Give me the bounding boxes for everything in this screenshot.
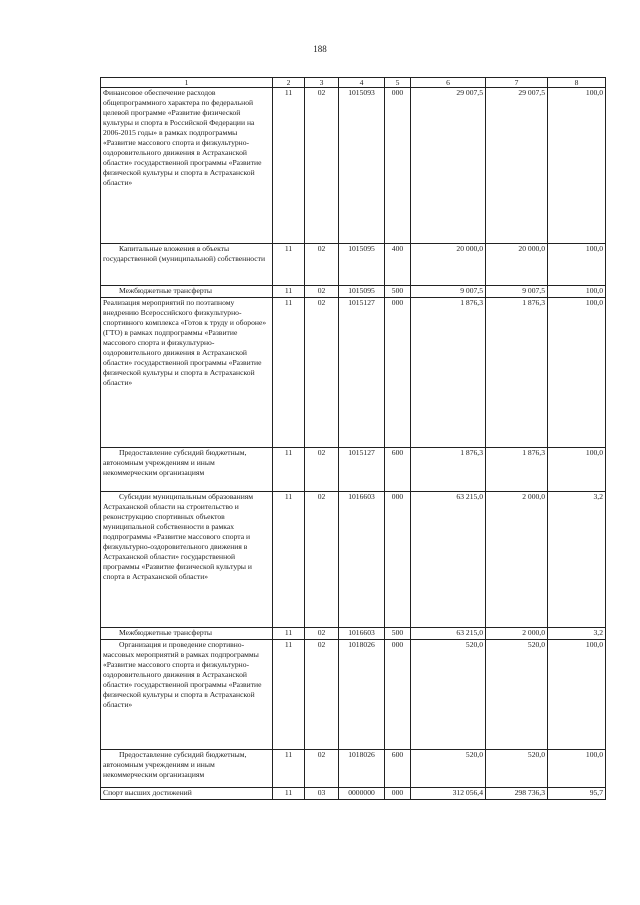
row-section-code: 11	[273, 448, 305, 492]
header-cell: 7	[486, 78, 548, 88]
row-planned: 1 876,3	[411, 298, 486, 448]
row-expense-type: 500	[385, 628, 411, 640]
row-percent: 3,2	[548, 628, 606, 640]
row-target-code: 0000000	[339, 788, 385, 800]
budget-table	[100, 77, 606, 800]
row-percent: 100,0	[548, 750, 606, 788]
table-row	[101, 640, 606, 750]
row-name: Капитальные вложения в объекты государственной (муниципальной) собственности	[101, 244, 273, 286]
row-target-code: 1016603	[339, 492, 385, 628]
row-target-code: 1015095	[339, 244, 385, 286]
row-subsection-code: 02	[305, 628, 339, 640]
table-header-row	[101, 78, 606, 88]
row-planned: 63 215,0	[411, 628, 486, 640]
row-name: Предоставление субсидий бюджетным, автономным учреждениям и иным некоммерческим организациям	[101, 448, 273, 492]
row-name: Межбюджетные трансферты	[101, 628, 273, 640]
row-planned: 20 000,0	[411, 244, 486, 286]
row-planned: 520,0	[411, 750, 486, 788]
row-percent: 95,7	[548, 788, 606, 800]
table-row	[101, 298, 606, 448]
row-planned: 9 007,5	[411, 286, 486, 298]
row-section-code: 11	[273, 244, 305, 286]
row-name: Реализация мероприятий по поэтапному внедрению Всероссийского физкультурно-спортивного комплекса «Готов к труду и обороне» (ГТО) в рамках подпрограммы «Развитие массового спорта и физкультурно-оздоровительного движения в Астраханской области» государственной программы «Развитие физической культуры и спорта в Астраханской области»	[101, 298, 273, 448]
row-expense-type: 500	[385, 286, 411, 298]
row-name: Спорт высших достижений	[101, 788, 273, 800]
header-cell: 5	[385, 78, 411, 88]
header-cell: 4	[339, 78, 385, 88]
row-subsection-code: 02	[305, 448, 339, 492]
row-expense-type: 000	[385, 640, 411, 750]
row-subsection-code: 02	[305, 492, 339, 628]
row-section-code: 11	[273, 492, 305, 628]
table-row	[101, 448, 606, 492]
row-section-code: 11	[273, 286, 305, 298]
table-row	[101, 88, 606, 244]
row-percent: 100,0	[548, 286, 606, 298]
row-actual: 2 000,0	[486, 628, 548, 640]
row-percent: 100,0	[548, 244, 606, 286]
table-row	[101, 492, 606, 628]
row-actual: 1 876,3	[486, 298, 548, 448]
row-subsection-code: 03	[305, 788, 339, 800]
row-name: Межбюджетные трансферты	[101, 286, 273, 298]
row-expense-type: 000	[385, 88, 411, 244]
row-name: Организация и проведение спортивно-массовых мероприятий в рамках подпрограммы «Развитие массового спорта и физкультурно-оздоровительного движения в Астраханской области» государственной программы «Развитие физической культуры и спорта в Астраханской области»	[101, 640, 273, 750]
header-cell: 3	[305, 78, 339, 88]
row-target-code: 1018026	[339, 640, 385, 750]
row-section-code: 11	[273, 298, 305, 448]
row-actual: 9 007,5	[486, 286, 548, 298]
row-actual: 520,0	[486, 750, 548, 788]
row-actual: 20 000,0	[486, 244, 548, 286]
page-number: 188	[313, 44, 327, 54]
row-percent: 100,0	[548, 640, 606, 750]
row-section-code: 11	[273, 640, 305, 750]
row-subsection-code: 02	[305, 750, 339, 788]
row-subsection-code: 02	[305, 286, 339, 298]
row-target-code: 1015093	[339, 88, 385, 244]
row-target-code: 1015095	[339, 286, 385, 298]
row-expense-type: 000	[385, 298, 411, 448]
row-actual: 1 876,3	[486, 448, 548, 492]
row-target-code: 1016603	[339, 628, 385, 640]
row-target-code: 1015127	[339, 448, 385, 492]
row-expense-type: 000	[385, 492, 411, 628]
row-name: Предоставление субсидий бюджетным, автономным учреждениям и иным некоммерческим организациям	[101, 750, 273, 788]
header-cell: 2	[273, 78, 305, 88]
row-section-code: 11	[273, 750, 305, 788]
row-planned: 63 215,0	[411, 492, 486, 628]
row-planned: 312 056,4	[411, 788, 486, 800]
header-cell: 1	[101, 78, 273, 88]
row-percent: 3,2	[548, 492, 606, 628]
table-row	[101, 750, 606, 788]
table-row	[101, 244, 606, 286]
table-row	[101, 628, 606, 640]
row-subsection-code: 02	[305, 298, 339, 448]
row-subsection-code: 02	[305, 244, 339, 286]
row-planned: 520,0	[411, 640, 486, 750]
row-actual: 2 000,0	[486, 492, 548, 628]
row-expense-type: 600	[385, 750, 411, 788]
table-row	[101, 788, 606, 800]
header-cell: 8	[548, 78, 606, 88]
row-target-code: 1015127	[339, 298, 385, 448]
row-section-code: 11	[273, 628, 305, 640]
row-percent: 100,0	[548, 88, 606, 244]
row-name: Субсидии муниципальным образованиям Астраханской области на строительство и реконструкцию спортивных объектов муниципальной собственности в рамках подпрограммы «Развитие массового спорта и физкультурно-оздоровительного движения в Астраханской области» государственной программы «Развитие физической культуры и спорта в Астраханской области»	[101, 492, 273, 628]
row-subsection-code: 02	[305, 640, 339, 750]
header-cell: 6	[411, 78, 486, 88]
row-section-code: 11	[273, 88, 305, 244]
row-percent: 100,0	[548, 298, 606, 448]
row-subsection-code: 02	[305, 88, 339, 244]
row-section-code: 11	[273, 788, 305, 800]
table-row	[101, 286, 606, 298]
row-target-code: 1018026	[339, 750, 385, 788]
row-actual: 298 736,3	[486, 788, 548, 800]
row-percent: 100,0	[548, 448, 606, 492]
row-name: Финансовое обеспечение расходов общепрограммного характера по федеральной целевой программе «Развитие физической культуры и спорта в Российской Федерации на 2006-2015 годы» в рамках подпрограммы «Развитие массового спорта и физкультурно-оздоровительного движения в Астраханской области» государственной программы «Развитие физической культуры и спорта в Астраханской области»	[101, 88, 273, 244]
row-actual: 520,0	[486, 640, 548, 750]
row-planned: 1 876,3	[411, 448, 486, 492]
row-actual: 29 007,5	[486, 88, 548, 244]
row-expense-type: 600	[385, 448, 411, 492]
row-planned: 29 007,5	[411, 88, 486, 244]
row-expense-type: 400	[385, 244, 411, 286]
row-expense-type: 000	[385, 788, 411, 800]
